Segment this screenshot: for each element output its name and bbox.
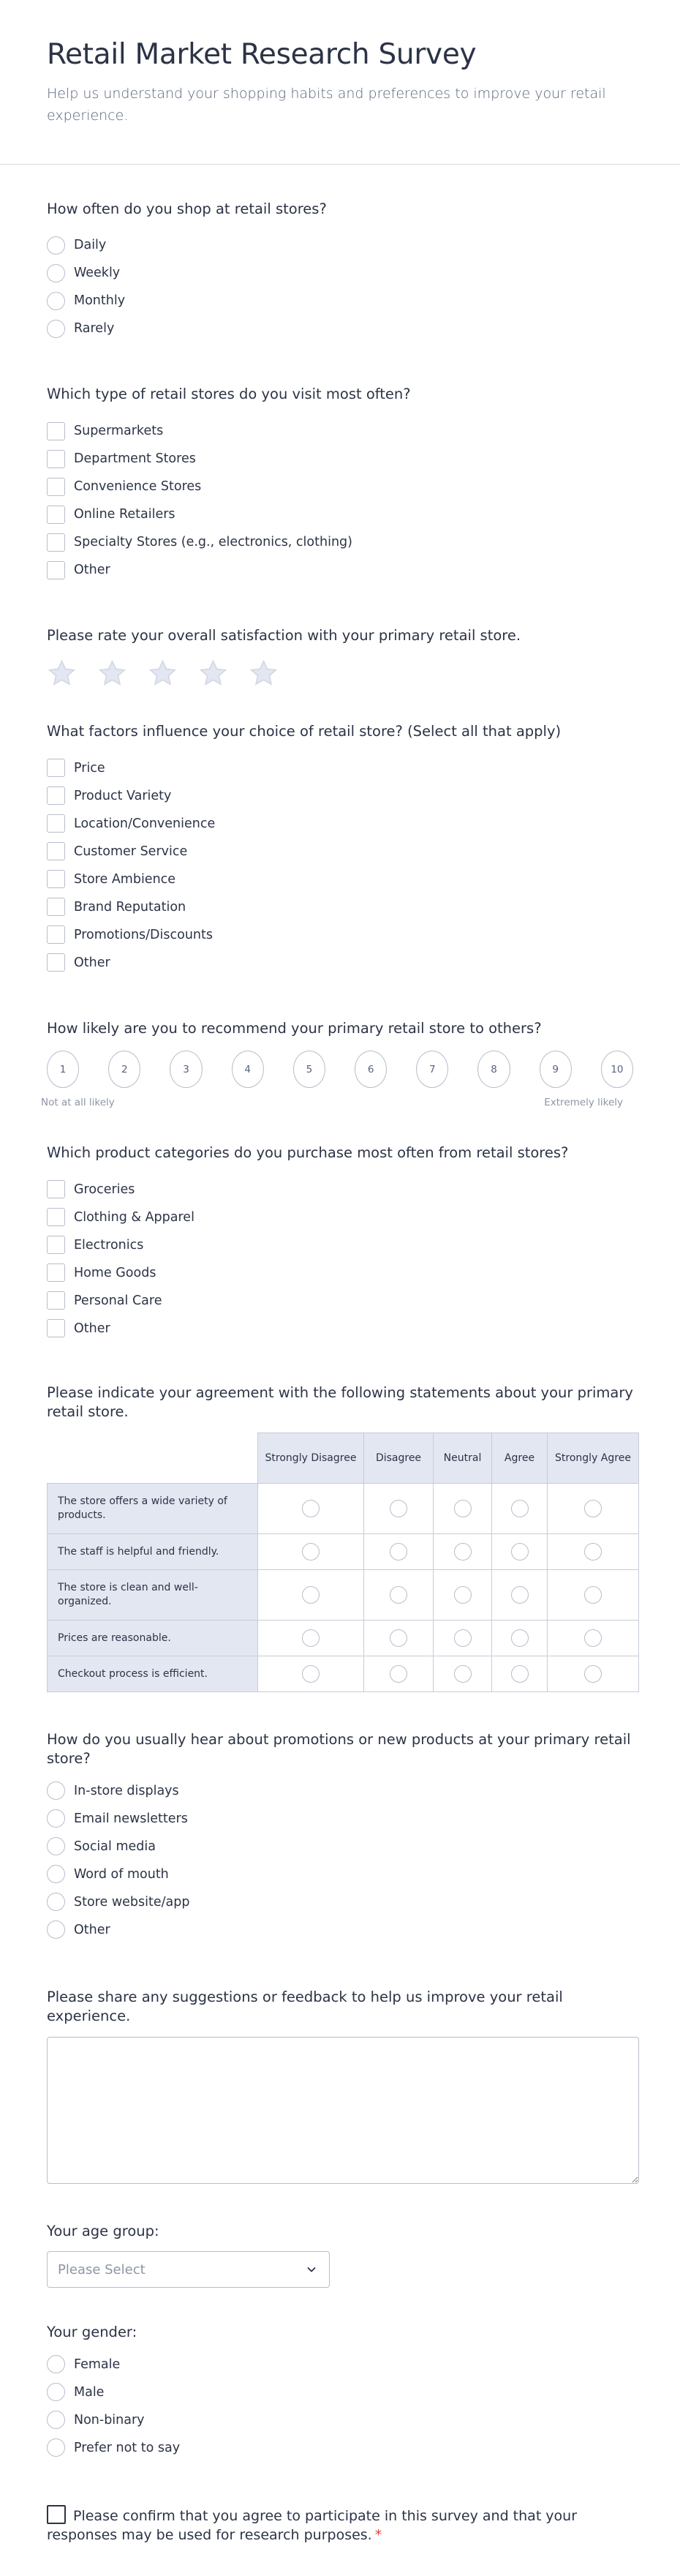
scale-option-10[interactable]: 10: [601, 1051, 633, 1088]
checkbox[interactable]: [47, 450, 65, 468]
matrix-cell[interactable]: [364, 1534, 434, 1570]
star-rating: [47, 658, 633, 688]
radio-group-frequency: [47, 231, 633, 342]
checkbox-option-store-ambience[interactable]: [47, 865, 633, 893]
option-label: Female: [74, 2357, 121, 2372]
radio-option-daily[interactable]: [47, 231, 633, 259]
option-label: Store website/app: [74, 1894, 190, 1910]
question-label: Please rate your overall satisfaction with your primary retail store.: [47, 627, 521, 645]
option-label: Promotions/Discounts: [74, 927, 213, 942]
matrix-cell[interactable]: [492, 1656, 548, 1692]
radio-option-word-of-mouth[interactable]: [47, 1860, 633, 1888]
radio-button[interactable]: [47, 2438, 65, 2457]
matrix-cell[interactable]: [492, 1621, 548, 1656]
radio-button[interactable]: [302, 1629, 320, 1647]
question-gender: [47, 2323, 633, 2462]
matrix-row-label: The store offers a wide variety of products.: [48, 1484, 258, 1534]
option-label: Word of mouth: [74, 1866, 169, 1882]
dropdown-placeholder: Please Select: [58, 2261, 146, 2278]
checkbox-option-other[interactable]: [47, 949, 633, 977]
radio-button[interactable]: [390, 1586, 407, 1604]
option-label: Groceries: [74, 1182, 135, 1197]
checkbox[interactable]: [47, 1291, 65, 1310]
question-satisfaction-rating: [47, 626, 633, 688]
checkbox-option-clothing[interactable]: [47, 1203, 633, 1231]
radio-button[interactable]: [511, 1500, 529, 1517]
radio-button[interactable]: [302, 1665, 320, 1683]
checkbox[interactable]: [47, 925, 65, 944]
radio-button[interactable]: [302, 1500, 320, 1517]
radio-button[interactable]: [47, 1809, 65, 1828]
checkbox[interactable]: [47, 842, 65, 860]
chevron-down-icon: [306, 2264, 317, 2275]
matrix-row: [48, 1621, 639, 1656]
option-label: Supermarkets: [74, 424, 164, 439]
radio-button[interactable]: [511, 1586, 529, 1604]
radio-button[interactable]: [47, 320, 65, 338]
checkbox[interactable]: [47, 1236, 65, 1254]
checkbox-option-other[interactable]: [47, 556, 633, 584]
radio-button[interactable]: [584, 1500, 602, 1517]
form-content: [0, 165, 680, 2545]
matrix-cell[interactable]: [258, 1656, 364, 1692]
checkbox[interactable]: [47, 759, 65, 777]
matrix-row: [48, 1656, 639, 1692]
option-label: Online Retailers: [74, 507, 175, 522]
radio-option-rarely[interactable]: [47, 315, 633, 342]
radio-button[interactable]: [454, 1629, 472, 1647]
radio-button[interactable]: [584, 1543, 602, 1561]
checkbox-option-convenience-stores[interactable]: [47, 473, 633, 500]
radio-option-other[interactable]: [47, 1916, 633, 1944]
option-label: Other: [74, 1922, 110, 1937]
radio-button[interactable]: [47, 1865, 65, 1883]
radio-button[interactable]: [511, 1629, 529, 1647]
question-label: Please indicate your agreement with the following statements about your primary retail store.: [47, 1383, 633, 1420]
option-label: Other: [74, 955, 110, 970]
question-shopping-frequency: [47, 200, 633, 343]
checkbox-option-customer-service[interactable]: [47, 838, 633, 865]
checkbox[interactable]: [47, 1180, 65, 1198]
radio-button[interactable]: [47, 264, 65, 282]
checkbox-option-personal-care[interactable]: [47, 1287, 633, 1315]
matrix-corner: [48, 1433, 258, 1484]
matrix-column-header: Disagree: [364, 1433, 434, 1484]
radio-button[interactable]: [511, 1543, 529, 1561]
checkbox[interactable]: [47, 422, 65, 440]
matrix-cell[interactable]: [548, 1484, 639, 1534]
radio-button[interactable]: [47, 236, 65, 255]
question-label: Please share any suggestions or feedback to help us improve your retail experience.: [47, 1988, 563, 2024]
option-label: Monthly: [74, 293, 126, 309]
scale-rating: [47, 1051, 633, 1088]
radio-button[interactable]: [47, 2383, 65, 2401]
checkbox-option-specialty-stores[interactable]: [47, 528, 633, 556]
scale-option-9[interactable]: 9: [540, 1051, 572, 1088]
option-label: Location/Convenience: [74, 816, 216, 831]
matrix-cell[interactable]: [364, 1656, 434, 1692]
radio-button[interactable]: [454, 1586, 472, 1604]
feedback-textarea[interactable]: [47, 2037, 639, 2184]
radio-option-store-website[interactable]: [47, 1888, 633, 1916]
radio-button[interactable]: [511, 1665, 529, 1683]
scale-option-5[interactable]: 5: [293, 1051, 325, 1088]
radio-button[interactable]: [47, 292, 65, 310]
matrix-cell[interactable]: [548, 1570, 639, 1621]
option-label: Male: [74, 2384, 105, 2400]
option-label: Daily: [74, 238, 107, 253]
question-label: How do you usually hear about promotions or new products at your primary retail store?: [47, 1731, 631, 1768]
star-icon[interactable]: [249, 658, 279, 688]
checkbox-option-supermarkets[interactable]: [47, 417, 633, 445]
option-label: Social media: [74, 1839, 156, 1854]
form-subtitle: Help us understand your shopping habits and preferences to improve your retail experience.: [47, 85, 606, 124]
checkbox[interactable]: [47, 953, 65, 972]
matrix-cell[interactable]: [364, 1570, 434, 1621]
form-title: Retail Market Research Survey: [47, 38, 477, 71]
radio-button[interactable]: [584, 1629, 602, 1647]
radio-button[interactable]: [454, 1543, 472, 1561]
matrix-row: [48, 1570, 639, 1621]
radio-option-social-media[interactable]: [47, 1833, 633, 1860]
radio-option-monthly[interactable]: [47, 287, 633, 315]
option-label: Price: [74, 760, 105, 776]
radio-option-male[interactable]: [47, 2378, 633, 2406]
matrix-cell[interactable]: [434, 1534, 492, 1570]
radio-button[interactable]: [390, 1629, 407, 1647]
radio-button[interactable]: [47, 2355, 65, 2373]
scale-labels: [41, 1097, 623, 1108]
scale-option-6[interactable]: 6: [355, 1051, 387, 1088]
option-label: Weekly: [74, 266, 121, 281]
matrix-column-header: Strongly Agree: [548, 1433, 639, 1484]
radio-group-promotions: [47, 1777, 633, 1944]
matrix-cell[interactable]: [258, 1570, 364, 1621]
age-group-dropdown[interactable]: [47, 2251, 330, 2288]
radio-button[interactable]: [454, 1665, 472, 1683]
option-label: Personal Care: [74, 1293, 162, 1308]
checkbox-option-location[interactable]: [47, 810, 633, 838]
checkbox[interactable]: [47, 814, 65, 833]
consent-checkbox-row[interactable]: [47, 2504, 633, 2545]
checkbox[interactable]: [47, 1319, 65, 1337]
form-header: [0, 0, 680, 165]
star-icon[interactable]: [47, 658, 77, 688]
checkbox[interactable]: [47, 478, 65, 496]
matrix-cell[interactable]: [548, 1656, 639, 1692]
option-label: Customer Service: [74, 844, 188, 859]
matrix-cell[interactable]: [258, 1621, 364, 1656]
radio-option-weekly[interactable]: [47, 259, 633, 287]
matrix-cell[interactable]: [364, 1621, 434, 1656]
checkbox-option-other[interactable]: [47, 1315, 633, 1343]
question-label: Which type of retail stores do you visit most often?: [47, 386, 411, 403]
option-label: Prefer not to say: [74, 2440, 181, 2455]
question-label: Your age group:: [47, 2223, 159, 2240]
matrix-row-label: Checkout process is efficient.: [48, 1656, 258, 1692]
question-influence-factors: [47, 722, 633, 977]
option-label: Specialty Stores (e.g., electronics, clothing): [74, 535, 352, 550]
radio-button[interactable]: [584, 1665, 602, 1683]
matrix-cell[interactable]: [434, 1570, 492, 1621]
scale-low-label: Not at all likely: [41, 1097, 115, 1109]
checkbox[interactable]: [47, 1263, 65, 1282]
question-age-group: [47, 2222, 633, 2288]
scale-option-4[interactable]: 4: [232, 1051, 264, 1088]
option-label: Home Goods: [74, 1265, 156, 1280]
radio-group-gender: [47, 2351, 633, 2462]
checkbox-option-product-variety[interactable]: [47, 782, 633, 810]
matrix-cell[interactable]: [258, 1534, 364, 1570]
matrix-cell[interactable]: [434, 1621, 492, 1656]
checkbox-group-store-type: [47, 417, 633, 584]
scale-option-8[interactable]: 8: [477, 1051, 510, 1088]
radio-button[interactable]: [302, 1586, 320, 1604]
checkbox[interactable]: [47, 1208, 65, 1226]
radio-option-non-binary[interactable]: [47, 2406, 633, 2434]
checkbox-option-promotions[interactable]: [47, 921, 633, 949]
checkbox-option-home-goods[interactable]: [47, 1259, 633, 1287]
matrix-row: [48, 1534, 639, 1570]
checkbox[interactable]: [47, 870, 65, 888]
checkbox-option-groceries[interactable]: [47, 1176, 633, 1203]
matrix-cell[interactable]: [258, 1484, 364, 1534]
checkbox[interactable]: [47, 898, 65, 916]
matrix-column-header: Neutral: [434, 1433, 492, 1484]
matrix-column-header: Agree: [492, 1433, 548, 1484]
option-label: Email newsletters: [74, 1811, 188, 1826]
option-label: Store Ambience: [74, 871, 176, 887]
radio-button[interactable]: [47, 1837, 65, 1855]
option-label: Product Variety: [74, 788, 172, 803]
radio-button[interactable]: [47, 2411, 65, 2429]
scale-option-2[interactable]: 2: [108, 1051, 140, 1088]
option-label: Other: [74, 1321, 110, 1336]
option-label: Non-binary: [74, 2412, 145, 2427]
scale-option-7[interactable]: 7: [416, 1051, 448, 1088]
checkbox-option-department-stores[interactable]: [47, 445, 633, 473]
question-label: Your gender:: [47, 2324, 137, 2341]
star-icon[interactable]: [198, 658, 228, 688]
matrix-row-label: The store is clean and well-organized.: [48, 1570, 258, 1621]
radio-button[interactable]: [454, 1500, 472, 1517]
scale-option-1[interactable]: 1: [47, 1051, 79, 1088]
option-label: In-store displays: [74, 1783, 179, 1798]
matrix-cell[interactable]: [434, 1484, 492, 1534]
question-label: How likely are you to recommend your primary retail store to others?: [47, 1019, 542, 1037]
question-label: What factors influence your choice of retail store? (Select all that apply): [47, 722, 562, 740]
radio-button[interactable]: [47, 1781, 65, 1800]
question-feedback: [47, 1988, 633, 2187]
checkbox-option-electronics[interactable]: [47, 1231, 633, 1259]
question-agreement-matrix: [47, 1383, 633, 1692]
option-label: Rarely: [74, 321, 115, 337]
matrix-cell[interactable]: [548, 1621, 639, 1656]
question-store-type: [47, 385, 633, 584]
matrix-cell[interactable]: [492, 1484, 548, 1534]
matrix-cell[interactable]: [548, 1534, 639, 1570]
matrix-cell[interactable]: [364, 1484, 434, 1534]
radio-button[interactable]: [584, 1586, 602, 1604]
question-label: How often do you shop at retail stores?: [47, 200, 327, 217]
radio-button[interactable]: [390, 1543, 407, 1561]
radio-button[interactable]: [390, 1665, 407, 1683]
option-label: Convenience Stores: [74, 479, 202, 495]
radio-option-prefer-not-to-say[interactable]: [47, 2434, 633, 2462]
question-promotion-source: [47, 1730, 633, 1943]
radio-button[interactable]: [302, 1543, 320, 1561]
matrix-cell[interactable]: [434, 1656, 492, 1692]
question-recommend-likelihood: [41, 1019, 633, 1109]
matrix-row: [48, 1484, 639, 1534]
question-label: Which product categories do you purchase most often from retail stores?: [47, 1144, 569, 1162]
consent-checkbox[interactable]: [47, 2505, 66, 2524]
checkbox[interactable]: [47, 533, 65, 552]
matrix-column-header: Strongly Disagree: [258, 1433, 364, 1484]
consent-text-wrap: [47, 2504, 633, 2545]
option-label: Brand Reputation: [74, 899, 186, 915]
star-icon[interactable]: [97, 658, 127, 688]
checkbox-option-brand-reputation[interactable]: [47, 893, 633, 921]
matrix-row-label: The staff is helpful and friendly.: [48, 1534, 258, 1570]
checkbox-group-factors: [47, 754, 633, 977]
checkbox-group-categories: [47, 1176, 633, 1343]
option-label: Other: [74, 563, 110, 578]
matrix-cell[interactable]: [492, 1534, 548, 1570]
radio-button[interactable]: [390, 1500, 407, 1517]
scale-high-label: Extremely likely: [544, 1097, 623, 1109]
option-label: Clothing & Apparel: [74, 1209, 194, 1225]
consent-label: Please confirm that you agree to participate in this survey and that your responses may be used for research purposes.: [47, 2507, 578, 2544]
checkbox[interactable]: [47, 561, 65, 579]
radio-button[interactable]: [47, 1893, 65, 1911]
matrix-cell[interactable]: [492, 1570, 548, 1621]
radio-option-in-store-displays[interactable]: [47, 1777, 633, 1805]
scale-option-3[interactable]: 3: [170, 1051, 202, 1088]
star-icon[interactable]: [148, 658, 178, 688]
checkbox-option-price[interactable]: [47, 754, 633, 782]
question-product-categories: [47, 1144, 633, 1343]
checkbox-option-online-retailers[interactable]: [47, 500, 633, 528]
radio-button[interactable]: [47, 1920, 65, 1939]
checkbox[interactable]: [47, 506, 65, 524]
option-label: Department Stores: [74, 451, 196, 467]
radio-option-email-newsletters[interactable]: [47, 1805, 633, 1833]
checkbox[interactable]: [47, 786, 65, 805]
option-label: Electronics: [74, 1237, 144, 1253]
required-asterisk: *: [374, 2527, 382, 2544]
matrix-row-label: Prices are reasonable.: [48, 1621, 258, 1656]
radio-option-female[interactable]: [47, 2351, 633, 2378]
agreement-matrix-table: [47, 1432, 639, 1692]
